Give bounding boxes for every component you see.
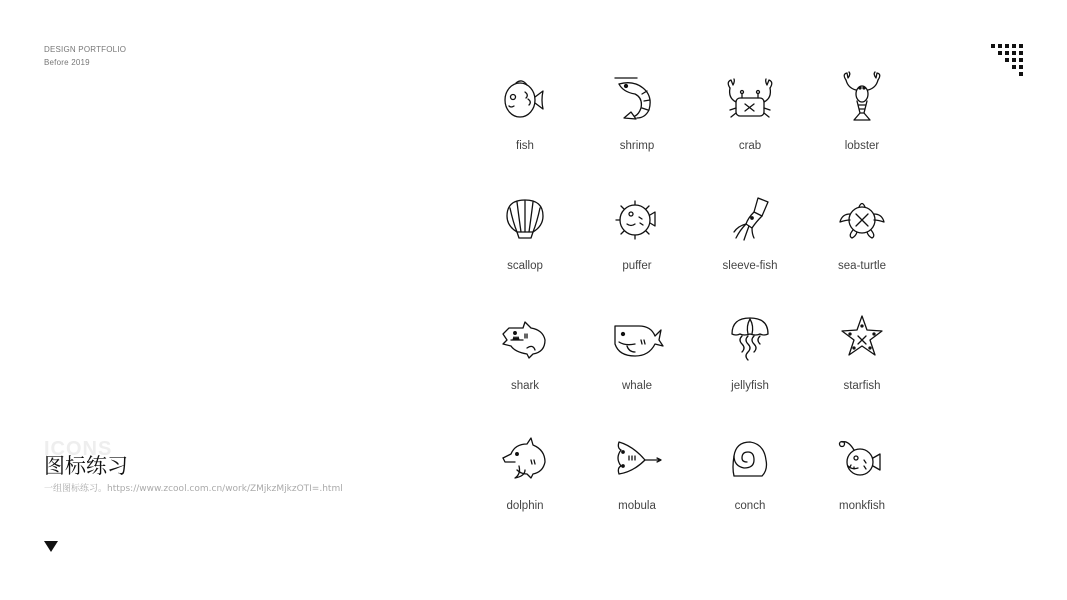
jellyfish-icon	[722, 310, 778, 366]
icon-label: starfish	[843, 380, 881, 392]
icon-label: sea-turtle	[838, 260, 886, 272]
sleeve-fish-icon	[722, 190, 778, 246]
icon-card-mobula	[581, 430, 693, 520]
icon-label: scallop	[507, 260, 543, 272]
portfolio-title: DESIGN PORTFOLIO	[44, 45, 127, 54]
sea-turtle-icon	[834, 190, 890, 246]
dot-pattern-logo	[989, 43, 1025, 77]
icon-label: puffer	[622, 260, 652, 272]
icon-label: jellyfish	[731, 380, 769, 392]
icon-card-starfish	[806, 310, 918, 400]
icon-card-shark	[469, 310, 581, 400]
whale-icon	[609, 310, 665, 366]
icon-card-lobster	[806, 70, 918, 160]
starfish-icon	[834, 310, 890, 366]
mobula-icon	[609, 430, 665, 486]
lobster-icon	[834, 70, 890, 126]
icon-card-fish	[469, 70, 581, 160]
puffer-icon	[609, 190, 665, 246]
dolphin-icon	[497, 430, 553, 486]
scroll-down-arrow-icon[interactable]	[44, 540, 59, 553]
icon-card-monkfish	[806, 430, 918, 520]
icon-card-whale	[581, 310, 693, 400]
icon-card-crab	[694, 70, 806, 160]
icon-card-jellyfish	[694, 310, 806, 400]
icon-card-puffer	[581, 190, 693, 280]
monkfish-icon	[834, 430, 890, 486]
portfolio-header	[44, 43, 126, 69]
icon-card-dolphin	[469, 430, 581, 520]
shrimp-icon	[609, 70, 665, 126]
icon-card-sea-turtle	[806, 190, 918, 280]
page-subtitle: 一组图标练习。https://www.zcool.com.cn/work/ZMjkzMjkzOTI=.html	[44, 484, 343, 494]
fish-icon	[497, 70, 553, 126]
icon-card-conch	[694, 430, 806, 520]
icon-label: fish	[516, 140, 534, 152]
icon-card-sleeve-fish	[694, 190, 806, 280]
crab-icon	[722, 70, 778, 126]
ghost-heading: ICONS	[44, 438, 113, 460]
scallop-icon	[497, 190, 553, 246]
icon-label: crab	[738, 140, 762, 152]
portfolio-year: Before 2019	[44, 58, 90, 67]
page-title: 图标练习	[44, 454, 128, 478]
icon-label: dolphin	[506, 500, 544, 512]
icon-label: monkfish	[838, 500, 886, 512]
icon-label: sleeve-fish	[722, 260, 778, 272]
icon-label: shrimp	[619, 140, 655, 152]
conch-icon	[722, 430, 778, 486]
icon-label: conch	[734, 500, 766, 512]
icon-label: mobula	[618, 500, 656, 512]
shark-icon	[497, 310, 553, 366]
icon-card-scallop	[469, 190, 581, 280]
icon-label: whale	[621, 380, 653, 392]
icon-card-shrimp	[581, 70, 693, 160]
icon-label: lobster	[844, 140, 880, 152]
icon-label: shark	[510, 380, 540, 392]
